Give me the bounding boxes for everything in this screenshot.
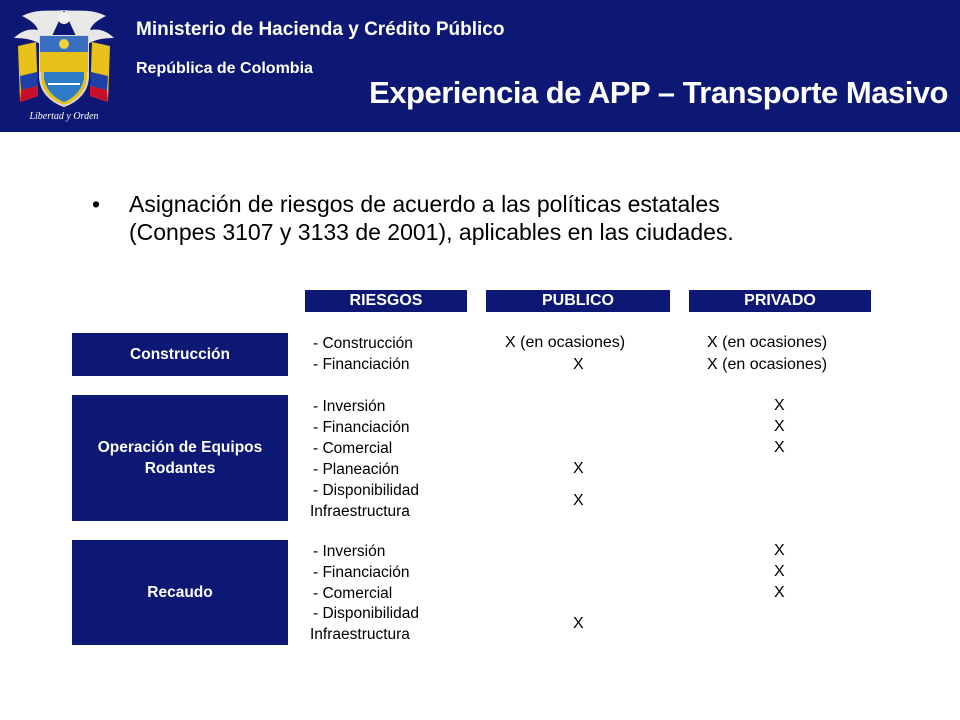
risk-item: - Inversión [313,543,386,560]
risk-item: Infraestructura [310,626,410,643]
row-header-line: Operación de Equipos [97,439,263,456]
bullet-line-2: (Conpes 3107 y 3133 de 2001), aplicables en las ciudades. [129,219,734,245]
row-header-recaudo: Recaudo [72,540,288,645]
privado-mark: X [774,542,785,559]
privado-mark: X [774,397,785,414]
privado-mark: X (en ocasiones) [707,356,828,373]
privado-mark: X [774,439,785,456]
column-header-publico: PUBLICO [486,290,670,312]
risk-item: - Disponibilidad [313,605,419,622]
ministry-name: Ministerio de Hacienda y Crédito Público [136,19,505,40]
publico-mark: X [573,615,584,632]
motto-text: Libertad y Orden [29,111,99,122]
privado-mark: X [774,584,785,601]
page-title: Experiencia de APP – Transporte Masivo [369,75,948,110]
publico-mark: X [573,492,584,509]
row-header-line: Rodantes [144,460,216,477]
publico-mark: X [573,356,584,373]
publico-mark: X [573,460,584,477]
risk-item: Infraestructura [310,503,410,520]
risk-item: - Inversión [313,398,386,415]
column-header-riesgos: RIESGOS [305,290,467,312]
risk-item: - Planeación [313,461,400,478]
bullet-line-1: Asignación de riesgos de acuerdo a las políticas estatales [129,191,720,217]
column-header-privado: PRIVADO [689,290,871,312]
risk-item: - Comercial [313,440,393,457]
risk-item: - Financiación [313,419,410,436]
risk-item: - Financiación [313,356,410,373]
privado-mark: X (en ocasiones) [707,334,828,351]
coat-of-arms-icon [8,6,120,124]
privado-mark: X [774,563,785,580]
row-header-operacion-equipos-rodantes [72,395,288,521]
risk-item: - Financiación [313,564,410,581]
row-header-construccion: Construcción [72,333,288,376]
header-bar [0,0,960,132]
publico-mark: X (en ocasiones) [505,334,626,351]
privado-mark: X [774,418,785,435]
risk-item: - Construcción [313,335,413,352]
risk-item: - Comercial [313,585,393,602]
risk-item: - Disponibilidad [313,482,419,499]
bullet-symbol: • [92,191,101,217]
republic-name: República de Colombia [136,60,313,77]
bullet-text [129,190,909,246]
